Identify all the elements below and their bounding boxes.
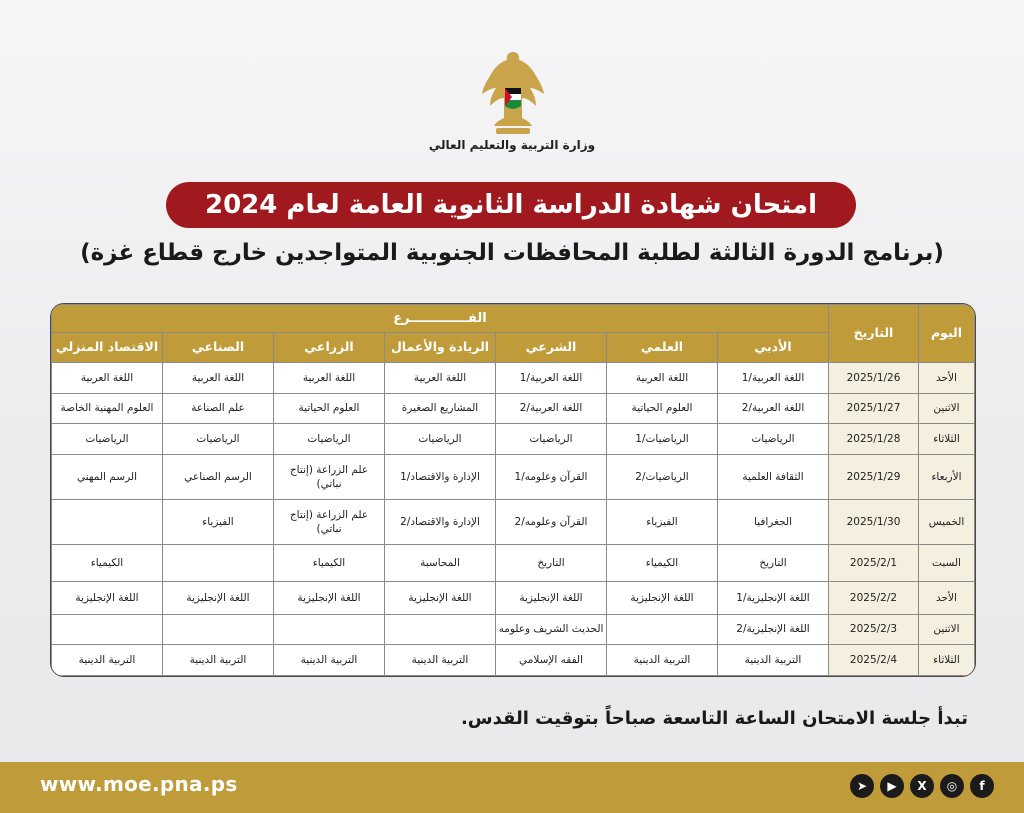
palestine-emblem-icon bbox=[480, 48, 546, 136]
day-cell: الاثنين bbox=[919, 614, 975, 645]
subject-cell: علم الزراعة (إنتاج نباتي) bbox=[274, 455, 385, 500]
subject-cell: اللغة الإنجليزية bbox=[163, 581, 274, 614]
branch-col-header: الزراعي bbox=[274, 333, 385, 363]
branch-col-header: الريادة والأعمال bbox=[385, 333, 496, 363]
subject-cell bbox=[385, 614, 496, 645]
subject-cell: العلوم المهنية الخاصة bbox=[52, 393, 163, 424]
schedule-table-container bbox=[50, 303, 976, 677]
subject-cell: الجغرافيا bbox=[718, 500, 829, 545]
exam-subtitle: (برنامج الدورة الثالثة لطلبة المحافظات الجنوبية المتواجدين خارج قطاع غزة) bbox=[80, 240, 944, 266]
subject-cell: القرآن وعلومه/2 bbox=[496, 500, 607, 545]
subject-cell: اللغة العربية/2 bbox=[718, 393, 829, 424]
subject-cell: الفقه الإسلامي bbox=[496, 645, 607, 676]
subject-cell: التربية الدينية bbox=[274, 645, 385, 676]
subject-cell: التاريخ bbox=[718, 545, 829, 582]
branch-header: الفـــــــــــــرع bbox=[52, 305, 829, 333]
subject-cell: الإدارة والاقتصاد/1 bbox=[385, 455, 496, 500]
day-header: اليوم bbox=[919, 305, 975, 363]
schedule-row bbox=[52, 500, 975, 545]
date-cell: 2025/2/4 bbox=[829, 645, 919, 676]
subject-cell bbox=[607, 614, 718, 645]
subject-cell: الإدارة والاقتصاد/2 bbox=[385, 500, 496, 545]
date-cell: 2025/1/27 bbox=[829, 393, 919, 424]
youtube-icon[interactable]: ▶ bbox=[880, 774, 904, 798]
subject-cell: التربية الدينية bbox=[718, 645, 829, 676]
subject-cell: الرسم الصناعي bbox=[163, 455, 274, 500]
subject-cell: اللغة الإنجليزية bbox=[52, 581, 163, 614]
subject-cell: اللغة الإنجليزية bbox=[607, 581, 718, 614]
subject-cell bbox=[274, 614, 385, 645]
subject-cell: التربية الدينية bbox=[163, 645, 274, 676]
subject-cell: اللغة العربية bbox=[607, 363, 718, 394]
date-cell: 2025/1/29 bbox=[829, 455, 919, 500]
subject-cell: المحاسبة bbox=[385, 545, 496, 582]
subject-cell: الرياضيات bbox=[52, 424, 163, 455]
subject-cell: الفيزياء bbox=[607, 500, 718, 545]
date-cell: 2025/2/2 bbox=[829, 581, 919, 614]
subject-cell: الرياضيات bbox=[163, 424, 274, 455]
date-cell: 2025/2/1 bbox=[829, 545, 919, 582]
schedule-row bbox=[52, 581, 975, 614]
subject-cell: علم الزراعة (إنتاج نباتي) bbox=[274, 500, 385, 545]
subject-cell: العلوم الحياتية bbox=[274, 393, 385, 424]
day-cell: الثلاثاء bbox=[919, 424, 975, 455]
website-link[interactable]: www.moe.pna.ps bbox=[40, 772, 238, 796]
subject-cell: اللغة العربية bbox=[274, 363, 385, 394]
date-cell: 2025/1/28 bbox=[829, 424, 919, 455]
social-links bbox=[850, 774, 994, 798]
subject-cell: الكيمياء bbox=[274, 545, 385, 582]
day-cell: الأحد bbox=[919, 363, 975, 394]
subject-cell: التربية الدينية bbox=[607, 645, 718, 676]
branch-col-header: الصناعي bbox=[163, 333, 274, 363]
subject-cell: الرياضيات/1 bbox=[607, 424, 718, 455]
exam-title: امتحان شهادة الدراسة الثانوية العامة لعام 2024 bbox=[166, 182, 856, 228]
subject-cell: التاريخ bbox=[496, 545, 607, 582]
subject-cell: القرآن وعلومه/1 bbox=[496, 455, 607, 500]
schedule-table bbox=[51, 304, 975, 676]
subject-cell: الرياضيات bbox=[274, 424, 385, 455]
ministry-name: وزارة التربية والتعليم العالي bbox=[428, 138, 596, 152]
subject-cell: اللغة العربية bbox=[385, 363, 496, 394]
subject-cell: الرياضيات bbox=[385, 424, 496, 455]
facebook-icon[interactable]: f bbox=[970, 774, 994, 798]
schedule-row bbox=[52, 424, 975, 455]
branch-col-header: الأدبي bbox=[718, 333, 829, 363]
subject-cell: اللغة الإنجليزية bbox=[385, 581, 496, 614]
date-header: التاريخ bbox=[829, 305, 919, 363]
subject-cell: الرياضيات bbox=[718, 424, 829, 455]
subject-cell: اللغة الإنجليزية bbox=[274, 581, 385, 614]
subject-cell: اللغة العربية/1 bbox=[718, 363, 829, 394]
subject-cell: اللغة العربية/2 bbox=[496, 393, 607, 424]
subject-cell: اللغة الإنجليزية/2 bbox=[718, 614, 829, 645]
schedule-row bbox=[52, 545, 975, 582]
subject-cell: الرياضيات/2 bbox=[607, 455, 718, 500]
subject-cell: اللغة الإنجليزية/1 bbox=[718, 581, 829, 614]
subject-cell: المشاريع الصغيرة bbox=[385, 393, 496, 424]
footer-bar bbox=[0, 762, 1024, 813]
schedule-row bbox=[52, 393, 975, 424]
exam-time-note: تبدأ جلسة الامتحان الساعة التاسعة صباحاً بتوقيت القدس. bbox=[460, 708, 968, 729]
subject-cell: الرسم المهني bbox=[52, 455, 163, 500]
subject-cell: التربية الدينية bbox=[52, 645, 163, 676]
telegram-icon[interactable]: ➤ bbox=[850, 774, 874, 798]
subject-cell: اللغة العربية bbox=[163, 363, 274, 394]
subject-cell: اللغة الإنجليزية bbox=[496, 581, 607, 614]
subject-cell bbox=[163, 614, 274, 645]
schedule-row bbox=[52, 614, 975, 645]
x-icon[interactable]: X bbox=[910, 774, 934, 798]
branch-col-header: العلمي bbox=[607, 333, 718, 363]
day-cell: الخميس bbox=[919, 500, 975, 545]
subject-cell: علم الصناعة bbox=[163, 393, 274, 424]
schedule-row bbox=[52, 645, 975, 676]
subject-cell: الحديث الشريف وعلومه bbox=[496, 614, 607, 645]
date-cell: 2025/2/3 bbox=[829, 614, 919, 645]
subject-cell: العلوم الحياتية bbox=[607, 393, 718, 424]
branch-col-header: الشرعي bbox=[496, 333, 607, 363]
subject-cell: الفيزياء bbox=[163, 500, 274, 545]
subject-cell: التربية الدينية bbox=[385, 645, 496, 676]
subject-cell bbox=[52, 500, 163, 545]
schedule-row bbox=[52, 455, 975, 500]
schedule-row bbox=[52, 363, 975, 394]
instagram-icon[interactable]: ◎ bbox=[940, 774, 964, 798]
day-cell: الثلاثاء bbox=[919, 645, 975, 676]
branch-col-header: الاقتصاد المنزلي bbox=[52, 333, 163, 363]
day-cell: الأربعاء bbox=[919, 455, 975, 500]
subject-cell: الثقافة العلمية bbox=[718, 455, 829, 500]
day-cell: الاثنين bbox=[919, 393, 975, 424]
subject-cell: الرياضيات bbox=[496, 424, 607, 455]
subject-cell bbox=[52, 614, 163, 645]
date-cell: 2025/1/26 bbox=[829, 363, 919, 394]
subject-cell: الكيمياء bbox=[607, 545, 718, 582]
subject-cell: اللغة العربية/1 bbox=[496, 363, 607, 394]
day-cell: السبت bbox=[919, 545, 975, 582]
subject-cell: الكيمياء bbox=[52, 545, 163, 582]
day-cell: الأحد bbox=[919, 581, 975, 614]
subject-cell bbox=[163, 545, 274, 582]
date-cell: 2025/1/30 bbox=[829, 500, 919, 545]
subject-cell: اللغة العربية bbox=[52, 363, 163, 394]
